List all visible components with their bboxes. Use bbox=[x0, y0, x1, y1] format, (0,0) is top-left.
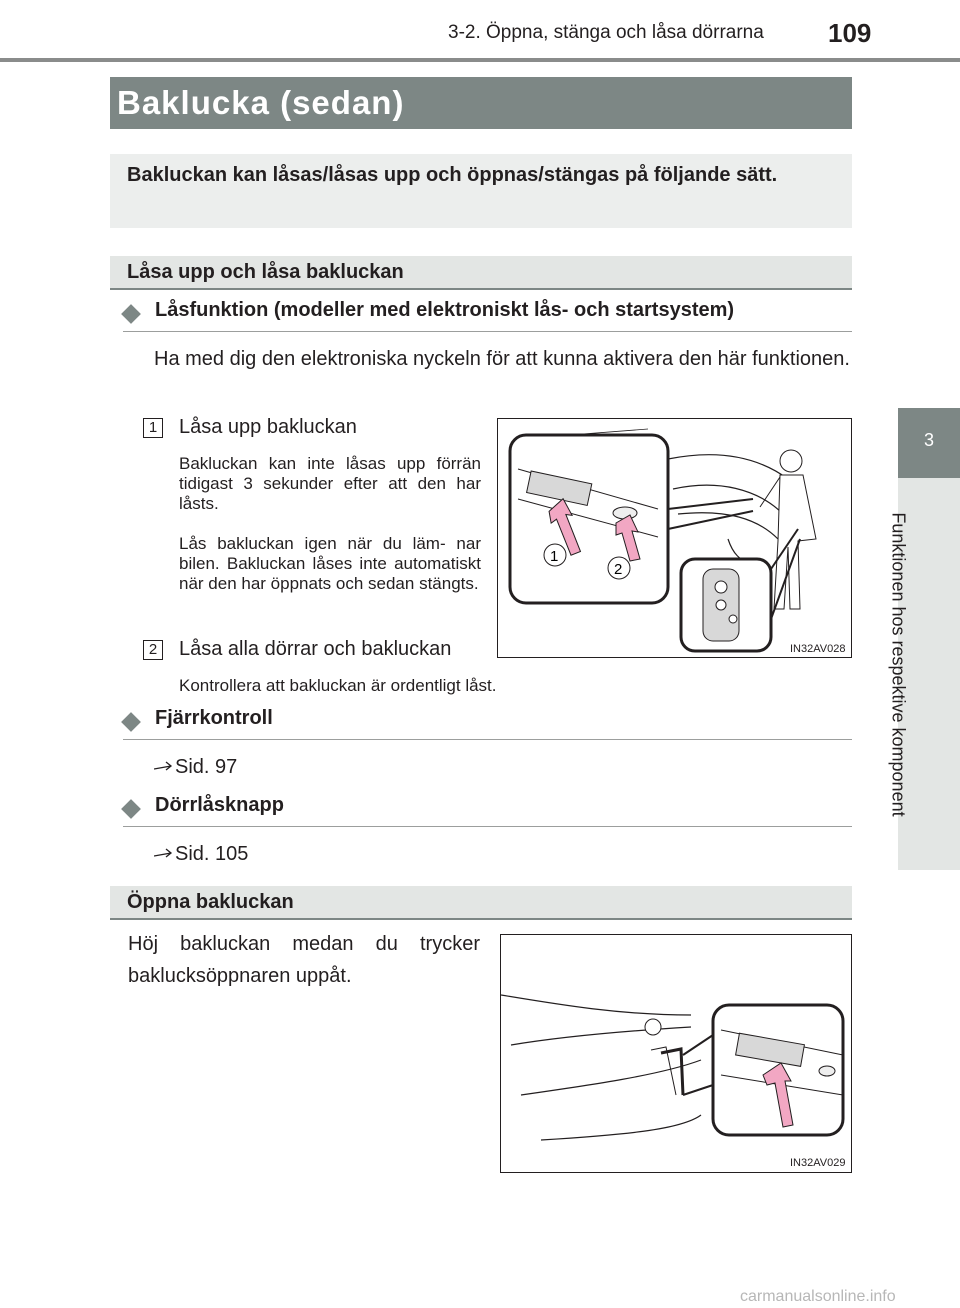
item-number-1: 1 bbox=[143, 418, 163, 438]
subheading-lock-function bbox=[123, 298, 852, 332]
page-number: 109 bbox=[828, 18, 872, 48]
section-heading-lock bbox=[110, 256, 852, 290]
item-1-note-1: Bakluckan kan inte låsas upp förrän tidigast 3 sekunder efter att den har låsts. bbox=[179, 454, 481, 513]
watermark: carmanualsonline.info bbox=[740, 1288, 896, 1305]
illustration-car-trunk-keyfob bbox=[498, 419, 851, 657]
figure-code-1: IN32AV028 bbox=[790, 643, 846, 655]
lock-function-text: Ha med dig den elektroniska nyckeln för att kunna aktivera den här funktionen. bbox=[154, 348, 850, 370]
reference-arrow-icon bbox=[154, 847, 174, 859]
section-heading-lock-label: Låsa upp och låsa bakluckan bbox=[127, 261, 404, 283]
figure-code-2: IN32AV029 bbox=[790, 1157, 846, 1169]
chapter-title: Funktionen hos respektive komponent bbox=[888, 512, 909, 817]
section-heading-open bbox=[110, 886, 852, 920]
item-1-note-2: Lås bakluckan igen när du läm- nar bilen. Bakluckan låses inte automatiskt när den har öppnats och sedan stängts. bbox=[179, 534, 481, 593]
subheading-door-button-label: Dörrlåsknapp bbox=[155, 794, 284, 816]
page-title: Baklucka (sedan) bbox=[117, 84, 405, 121]
subheading-remote bbox=[123, 706, 852, 740]
item-2-label: Låsa alla dörrar och bakluckan bbox=[179, 638, 452, 660]
subheading-door-button bbox=[123, 793, 852, 827]
subheading-remote-label: Fjärrkontroll bbox=[155, 707, 273, 729]
figure-open-trunk bbox=[500, 934, 852, 1173]
reference-arrow-icon bbox=[154, 760, 174, 772]
svg-text:1: 1 bbox=[550, 548, 559, 565]
diamond-icon bbox=[121, 712, 141, 732]
subheading-lock-function-label: Låsfunktion (modeller med elektroniskt lås- och startsystem) bbox=[155, 299, 735, 321]
diamond-icon bbox=[121, 304, 141, 324]
illustration-trunk-opener bbox=[501, 935, 851, 1172]
door-button-page-reference[interactable]: Sid. 105 bbox=[175, 843, 249, 865]
header-rule bbox=[0, 58, 960, 62]
chapter-number: 3 bbox=[923, 430, 934, 450]
figure-lock-trunk bbox=[497, 418, 852, 658]
item-2-note: Kontrollera att bakluckan är ordentligt låst. bbox=[179, 676, 497, 695]
remote-page-reference[interactable]: Sid. 97 bbox=[175, 756, 238, 778]
svg-text:2: 2 bbox=[614, 561, 623, 578]
open-trunk-text: Höj bakluckan medan du trycker baklucksöppnaren uppåt. bbox=[128, 933, 480, 987]
section-heading-open-label: Öppna bakluckan bbox=[127, 891, 294, 913]
item-number-2: 2 bbox=[143, 640, 163, 660]
header-section-title: 3-2. Öppna, stänga och låsa dörrarna bbox=[448, 22, 764, 43]
diamond-icon bbox=[121, 799, 141, 819]
item-1-label: Låsa upp bakluckan bbox=[179, 416, 357, 438]
intro-text: Bakluckan kan låsas/låsas upp och öppnas/stängas på följande sätt. bbox=[127, 164, 778, 186]
